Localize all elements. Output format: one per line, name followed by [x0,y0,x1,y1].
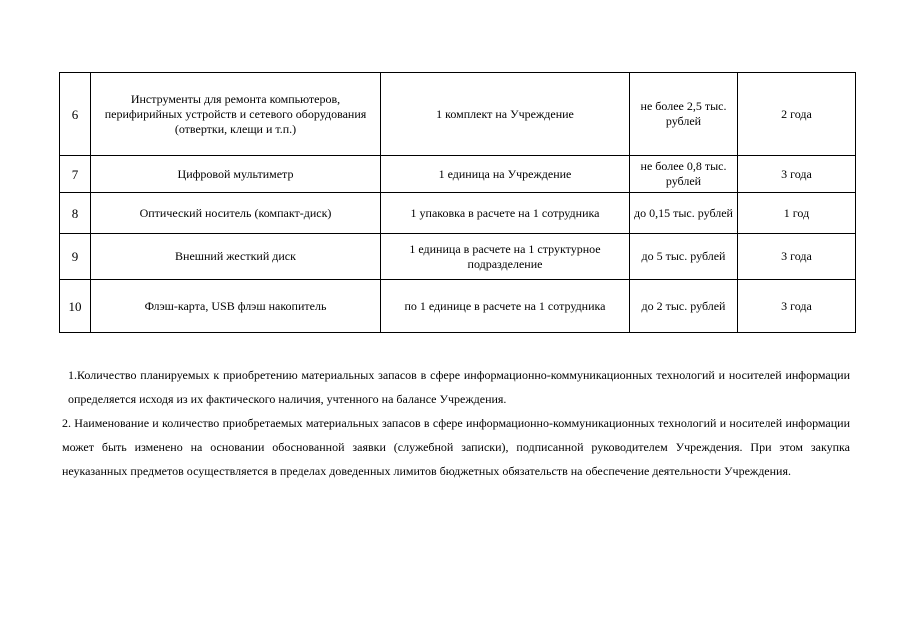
item-name: Инструменты для ремонта компьютеров, перифирийных устройств и сетевого оборудования (отвертки, клещи и т.п.) [91,73,381,156]
item-term: 3 года [738,280,856,333]
table-row [60,156,856,193]
item-term: 3 года [738,234,856,280]
note-1: 1.Количество планируемых к приобретению материальных запасов в сфере информационно-коммуникационных технологий и носителей информации определяется исходя из их фактического наличия, учтенного на балансе Учреждения. [68,368,850,406]
item-name: Цифровой мультиметр [91,156,381,193]
item-name: Внешний жесткий диск [91,234,381,280]
item-price: не более 2,5 тыс. рублей [630,73,738,156]
item-name: Оптический носитель (компакт-диск) [91,193,381,234]
item-quantity: 1 комплект на Учреждение [381,73,630,156]
item-quantity: по 1 единице в расчете на 1 сотрудника [381,280,630,333]
item-term: 1 год [738,193,856,234]
item-price: до 0,15 тыс. рублей [630,193,738,234]
item-term: 3 года [738,156,856,193]
item-price: до 5 тыс. рублей [630,234,738,280]
item-price: до 2 тыс. рублей [630,280,738,333]
row-number: 9 [60,234,91,280]
item-quantity: 1 единица на Учреждение [381,156,630,193]
row-number: 6 [60,73,91,156]
note-2: 2. Наименование и количество приобретаемых материальных запасов в сфере информационно-коммуникационных технологий и носителей информации может быть изменено на основании обоснованной заявки (служебной записки), подписанной руководителем Учреждения. При этом закупка неуказанных предметов осуществляется в пределах доведенных лимитов бюджетных обязательств на обеспечение деятельности Учреждения. [62,416,850,478]
item-quantity: 1 единица в расчете на 1 структурное подразделение [381,234,630,280]
table-row [60,73,856,156]
row-number: 10 [60,280,91,333]
table-row [60,280,856,333]
row-number: 7 [60,156,91,193]
item-price: не более 0,8 тыс. рублей [630,156,738,193]
norms-table [59,72,856,333]
row-number: 8 [60,193,91,234]
item-quantity: 1 упаковка в расчете на 1 сотрудника [381,193,630,234]
item-name: Флэш-карта, USB флэш накопитель [91,280,381,333]
table-row [60,193,856,234]
item-term: 2 года [738,73,856,156]
notes-section [62,363,850,483]
table-row [60,234,856,280]
